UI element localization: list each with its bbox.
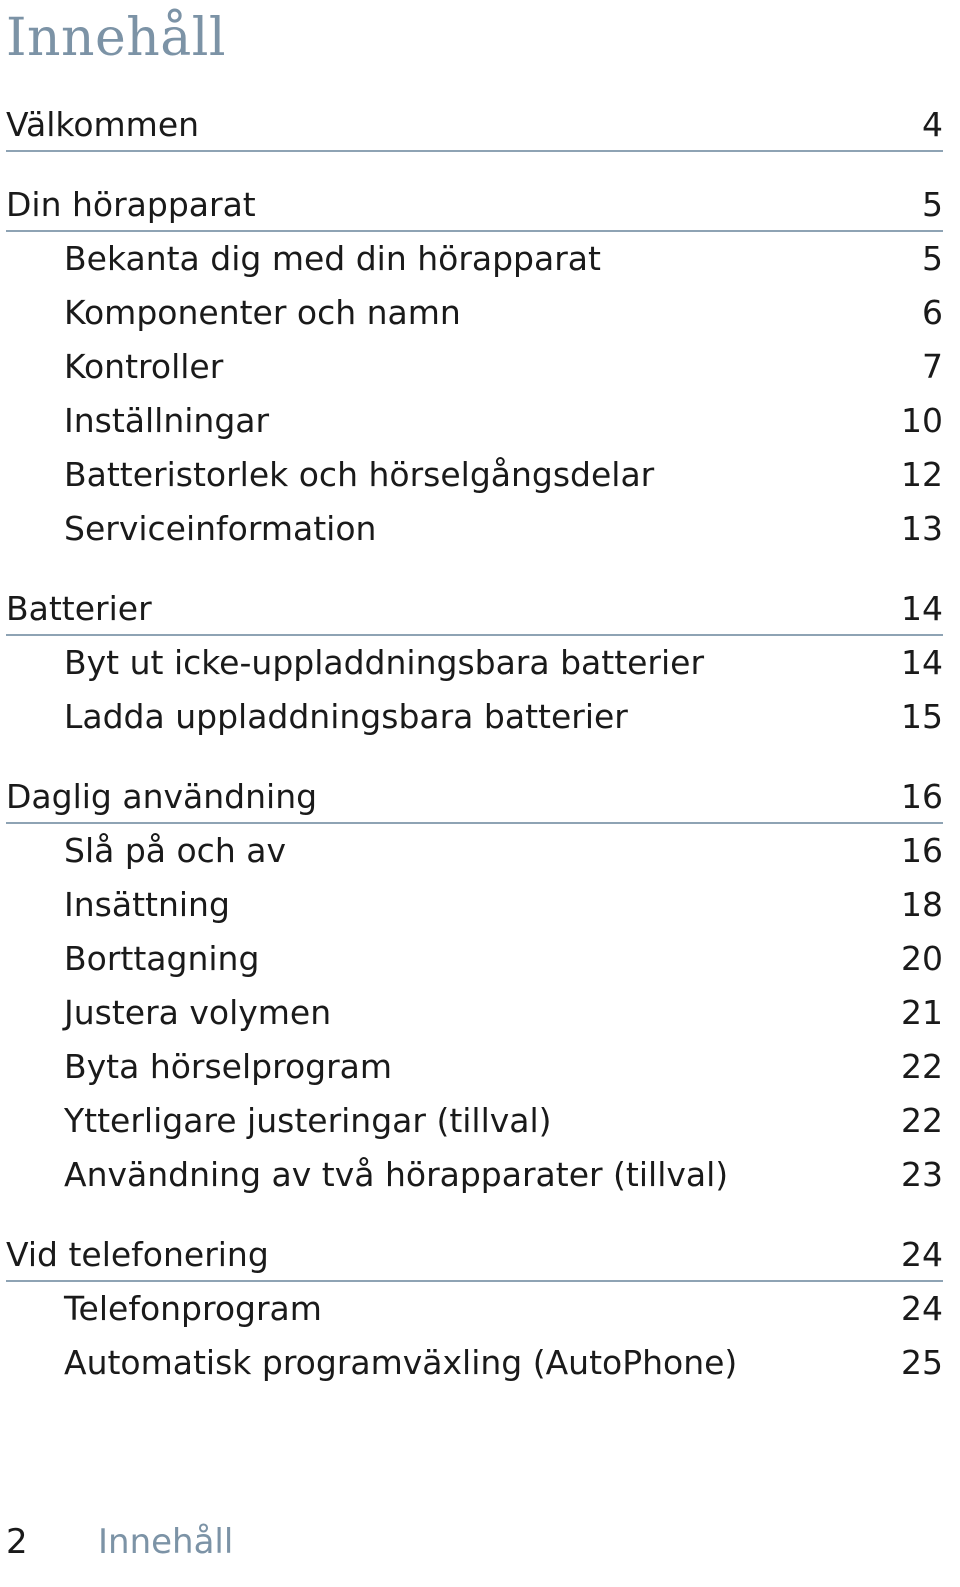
toc-item-page: 24 bbox=[901, 1289, 943, 1328]
toc-heading-row[interactable] bbox=[6, 98, 943, 152]
toc-heading-row[interactable] bbox=[6, 582, 943, 636]
toc-item-row[interactable] bbox=[6, 1148, 943, 1202]
toc-section-daglig-anvandning bbox=[6, 770, 943, 1202]
toc-item-label: Byta hörselprogram bbox=[64, 1047, 393, 1086]
toc-item-row[interactable] bbox=[6, 394, 943, 448]
toc-heading-row[interactable] bbox=[6, 178, 943, 232]
toc-item-page: 13 bbox=[901, 509, 943, 548]
toc-heading-label: Batterier bbox=[6, 589, 152, 628]
toc-heading-page: 14 bbox=[901, 589, 943, 628]
toc-heading-label: Välkommen bbox=[6, 105, 200, 144]
toc-item-label: Ytterligare justeringar (tillval) bbox=[64, 1101, 552, 1140]
toc-item-page: 23 bbox=[901, 1155, 943, 1194]
toc-item-page: 5 bbox=[922, 239, 943, 278]
toc-item-page: 15 bbox=[901, 697, 943, 736]
toc-item-label: Bekanta dig med din hörapparat bbox=[64, 239, 601, 278]
toc-item-page: 18 bbox=[901, 885, 943, 924]
toc-item-label: Inställningar bbox=[64, 401, 270, 440]
page-title: Innehåll bbox=[6, 8, 227, 68]
toc-heading-row[interactable] bbox=[6, 770, 943, 824]
toc-item-row[interactable] bbox=[6, 1336, 943, 1390]
toc-item-label: Borttagning bbox=[64, 939, 260, 978]
toc-item-label: Kontroller bbox=[64, 347, 224, 386]
toc-item-page: 10 bbox=[901, 401, 943, 440]
toc-item-label: Automatisk programväxling (AutoPhone) bbox=[64, 1343, 738, 1382]
toc-item-page: 25 bbox=[901, 1343, 943, 1382]
toc-item-row[interactable] bbox=[6, 690, 943, 744]
toc-item-page: 12 bbox=[901, 455, 943, 494]
toc-item-row[interactable] bbox=[6, 448, 943, 502]
toc-item-label: Justera volymen bbox=[64, 993, 332, 1032]
toc-section-batterier bbox=[6, 582, 943, 744]
toc-item-label: Serviceinformation bbox=[64, 509, 377, 548]
toc-item-row[interactable] bbox=[6, 1094, 943, 1148]
toc-item-row[interactable] bbox=[6, 636, 943, 690]
toc-section-vid-telefonering bbox=[6, 1228, 943, 1390]
toc-item-page: 21 bbox=[901, 993, 943, 1032]
toc-item-page: 14 bbox=[901, 643, 943, 682]
toc-heading-page: 4 bbox=[922, 105, 943, 144]
page-footer bbox=[6, 1520, 233, 1564]
footer-page-number: 2 bbox=[6, 1522, 28, 1562]
toc-item-label: Ladda uppladdningsbara batterier bbox=[64, 697, 628, 736]
toc-section-valkommen bbox=[6, 98, 943, 152]
toc-item-label: Batteristorlek och hörselgångsdelar bbox=[64, 455, 655, 494]
toc-item-label: Byt ut icke-uppladdningsbara batterier bbox=[64, 643, 705, 682]
toc-heading-page: 16 bbox=[901, 777, 943, 816]
toc-item-label: Telefonprogram bbox=[64, 1289, 322, 1328]
toc-item-page: 7 bbox=[922, 347, 943, 386]
toc-item-row[interactable] bbox=[6, 340, 943, 394]
toc-item-row[interactable] bbox=[6, 932, 943, 986]
toc-item-page: 22 bbox=[901, 1047, 943, 1086]
toc-item-row[interactable] bbox=[6, 232, 943, 286]
toc-heading-row[interactable] bbox=[6, 1228, 943, 1282]
toc-heading-label: Daglig användning bbox=[6, 777, 318, 816]
toc-item-label: Slå på och av bbox=[64, 831, 286, 870]
toc-item-label: Användning av två hörapparater (tillval) bbox=[64, 1155, 729, 1194]
toc-heading-page: 24 bbox=[901, 1235, 943, 1274]
toc-item-page: 22 bbox=[901, 1101, 943, 1140]
toc-item-row[interactable] bbox=[6, 286, 943, 340]
toc-item-row[interactable] bbox=[6, 502, 943, 556]
toc-heading-label: Din hörapparat bbox=[6, 185, 256, 224]
toc-heading-page: 5 bbox=[922, 185, 943, 224]
toc-item-label: Insättning bbox=[64, 885, 230, 924]
toc-item-row[interactable] bbox=[6, 1040, 943, 1094]
table-of-contents bbox=[6, 98, 943, 1416]
toc-item-row[interactable] bbox=[6, 986, 943, 1040]
toc-item-label: Komponenter och namn bbox=[64, 293, 461, 332]
footer-section-label: Innehåll bbox=[98, 1522, 234, 1562]
toc-item-page: 6 bbox=[922, 293, 943, 332]
toc-item-page: 20 bbox=[901, 939, 943, 978]
toc-heading-label: Vid telefonering bbox=[6, 1235, 269, 1274]
toc-item-row[interactable] bbox=[6, 1282, 943, 1336]
toc-item-page: 16 bbox=[901, 831, 943, 870]
toc-section-din-horapparat bbox=[6, 178, 943, 556]
toc-item-row[interactable] bbox=[6, 878, 943, 932]
toc-item-row[interactable] bbox=[6, 824, 943, 878]
